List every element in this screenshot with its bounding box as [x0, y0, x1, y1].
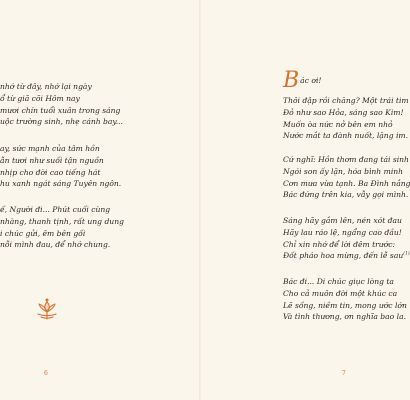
lotus-ornament-icon	[34, 297, 60, 323]
verse-line: ế, Người đi... Phút cuối cùng	[0, 205, 111, 214]
verse-line: Cơn mưa vừa tạnh. Ba Đình nắng	[283, 178, 410, 188]
verse-line: i chúc gửi, êm bên gối	[0, 228, 86, 238]
right-stanza-2	[283, 154, 410, 201]
verse-line: nỗi mình đau, để nhớ chung.	[0, 240, 111, 250]
verse-line: Sáng hãy gắm lên, nén xót đau	[283, 216, 402, 225]
opening-words: ác ơi!	[300, 76, 322, 85]
verse-line: nhịp cho đời cao tiếng hát	[0, 167, 101, 177]
right-stanza-3	[283, 215, 410, 262]
left-page	[0, 0, 199, 400]
verse-line: Đỏ như sao Hỏa, sáng sao Kim!	[283, 107, 404, 117]
verse-line: hu xanh ngát sáng Tuyên ngôn.	[0, 179, 122, 189]
verse-line: ổ từ giã cõi Hôm nay	[0, 93, 80, 103]
verse-line: uộc trường sinh, nhẹ cánh bay...	[0, 117, 123, 127]
verse-line: Chỉ xin nhớ để lời đêm trước:	[283, 239, 396, 249]
right-stanza-4	[283, 276, 407, 323]
verse-line: ay, sức mạnh của tâm hồn	[0, 144, 100, 153]
right-stanza-1	[283, 95, 409, 142]
right-page	[201, 0, 410, 400]
verse-line: Cho cả muôn đời một khúc ca	[283, 288, 398, 298]
verse-line: Muốn òa nức nở bên em nhỏ	[283, 119, 393, 129]
verse-line: mươi chín tuổi xuân trong sáng	[0, 105, 121, 115]
verse-line: nhàng, thanh tịnh, rất ung dung	[0, 216, 124, 226]
verse-line: Lẽ sống, niềm tin, mong ước lớn	[283, 300, 407, 310]
page-number: 7	[342, 370, 346, 377]
verse-line: Cứ nghĩ: Hồn thơm đang tái sinh	[283, 155, 409, 164]
verse-line-with-note	[283, 250, 410, 262]
verse-line: ẫn tươi như suối tận nguồn	[0, 155, 104, 165]
verse-line: Nước mắt ta đành nuốt, lặng im.	[283, 131, 409, 141]
page-number: 6	[44, 370, 48, 377]
left-stanza-1	[0, 81, 123, 128]
verse-line: Và tình thương, ơn nghĩa bao la.	[283, 312, 407, 322]
verse-line: Ngói son ấy lặn, hóa bình minh	[283, 166, 404, 176]
verse-line: Hãy lau ráo lệ, ngẩng cao đầu!	[283, 227, 402, 237]
verse-line: nhớ từ đây, nhớ lại ngày	[0, 82, 92, 91]
drop-cap: B	[283, 68, 300, 93]
opening-line	[283, 68, 322, 93]
verse-line: Thôi đập rồi chăng? Một trái tim	[283, 96, 409, 105]
verse-line: Bác đi... Di chúc giục lòng ta	[283, 277, 394, 286]
verse-line: Bác đứng trên kia, vẫy gọi mình.	[283, 190, 409, 200]
verse-text: Đốt pháo hoa mừng, đến lễ sau	[283, 251, 404, 261]
footnote-marker[interactable]: (1)	[403, 251, 410, 257]
left-stanza-3	[0, 204, 124, 251]
left-stanza-2	[0, 143, 121, 190]
